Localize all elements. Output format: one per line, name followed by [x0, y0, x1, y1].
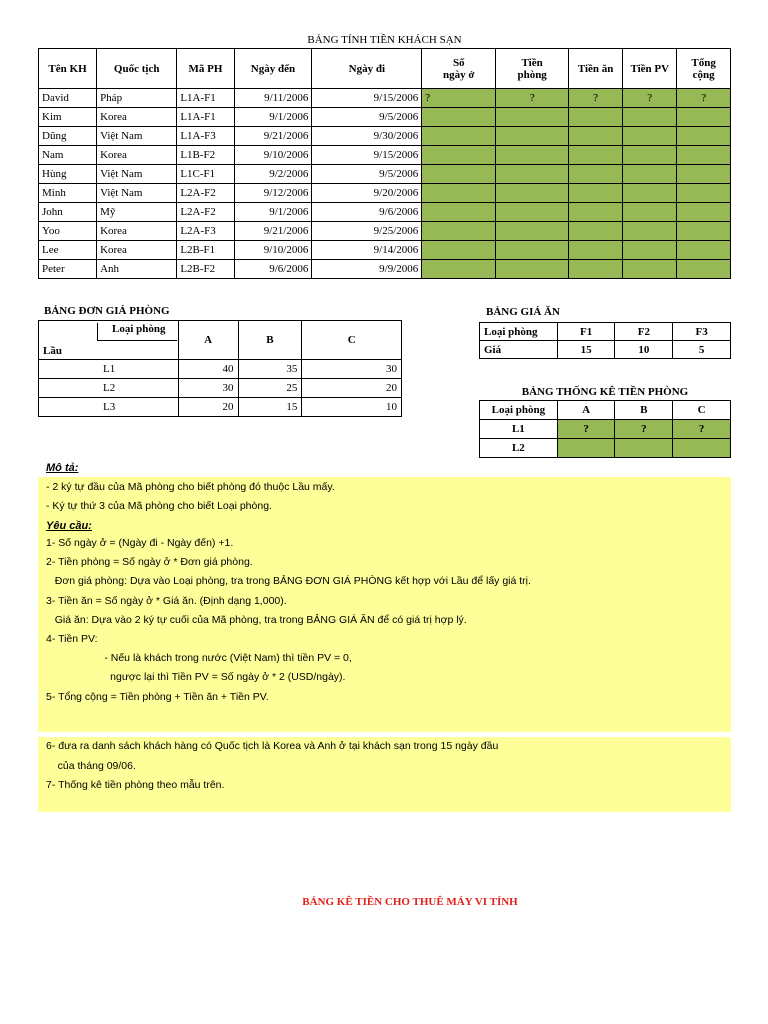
cell-tien-phong[interactable]: [496, 222, 569, 241]
mo-ta-heading: Mô tả:: [46, 462, 79, 474]
price-col-a: A: [178, 321, 238, 360]
cell-so-ngay-o[interactable]: [422, 260, 496, 279]
price-value: 20: [302, 379, 402, 398]
cell-so-ngay-o[interactable]: [422, 184, 496, 203]
description-line: 3- Tiền ăn = Số ngày ở * Giá ăn. (Định dạng 1,000).: [46, 594, 287, 607]
cell-check-in: 9/1/2006: [234, 203, 312, 222]
table-header-row: [39, 49, 731, 89]
cell-tien-pv[interactable]: [623, 146, 677, 165]
table-row: [39, 203, 731, 222]
main-title: BẢNG TÍNH TIỀN KHÁCH SẠN: [307, 34, 462, 46]
cell-name: Lee: [39, 241, 97, 260]
cell-name: Minh: [39, 184, 97, 203]
header-tien-phong: Tiền phòng: [496, 49, 569, 89]
corner-lau: Lầu: [43, 345, 62, 357]
cell-room: L1C-F1: [177, 165, 234, 184]
cell-tien-pv[interactable]: [623, 165, 677, 184]
cell-so-ngay-o[interactable]: [422, 241, 496, 260]
food-table-title: BẢNG GIÁ ĂN: [486, 306, 560, 318]
cell-tien-phong[interactable]: ?: [496, 89, 569, 108]
description-line: - Nếu là khách trong nước (Việt Nam) thì tiền PV = 0,: [46, 652, 352, 665]
cell-tien-phong[interactable]: [496, 108, 569, 127]
price-floor-label: L3: [39, 398, 179, 417]
cell-tien-phong[interactable]: [496, 184, 569, 203]
table-row: [39, 108, 731, 127]
table-row: [39, 127, 731, 146]
cell-tien-phong[interactable]: [496, 260, 569, 279]
cell-name: Nam: [39, 146, 97, 165]
stats-col-a: A: [557, 401, 615, 420]
price-value: 10: [302, 398, 402, 417]
cell-nation: Korea: [97, 222, 177, 241]
cell-tien-an[interactable]: [569, 184, 623, 203]
table-row: [39, 184, 731, 203]
price-header-row: [39, 321, 402, 360]
cell-room: L1A-F3: [177, 127, 234, 146]
stats-label-loai: Loại phòng: [480, 401, 558, 420]
cell-tong-cong[interactable]: [677, 146, 731, 165]
price-value: 30: [178, 379, 238, 398]
cell-so-ngay-o[interactable]: [422, 108, 496, 127]
food-f1: F1: [557, 323, 615, 341]
description-line: 2- Tiền phòng = Số ngày ở * Đơn giá phòng.: [46, 556, 253, 569]
table-row: [39, 89, 731, 108]
cell-nation: Việt Nam: [97, 165, 177, 184]
header-tong-cong: Tổng cộng: [677, 49, 731, 89]
table-row: [39, 146, 731, 165]
food-row-type: [480, 323, 731, 341]
stats-l1-b[interactable]: ?: [615, 420, 673, 439]
cell-tien-an[interactable]: [569, 127, 623, 146]
cell-room: L1A-F1: [177, 89, 234, 108]
cell-check-in: 9/10/2006: [234, 241, 312, 260]
cell-name: Peter: [39, 260, 97, 279]
cell-tien-pv[interactable]: [623, 241, 677, 260]
description-line: - 2 ký tự đầu của Mã phòng cho biết phòng đó thuộc Lầu mấy.: [46, 481, 335, 493]
cell-so-ngay-o[interactable]: [422, 165, 496, 184]
cell-check-in: 9/1/2006: [234, 108, 312, 127]
description-line: 4- Tiền PV:: [46, 632, 98, 645]
food-label-gia: Giá: [480, 341, 558, 359]
stats-l2-b[interactable]: [615, 439, 673, 458]
cell-tien-phong[interactable]: [496, 127, 569, 146]
food-price-f3: 5: [673, 341, 731, 359]
requirement-lines-2: [46, 740, 726, 799]
stats-col-b: B: [615, 401, 673, 420]
stats-l1-c[interactable]: ?: [673, 420, 731, 439]
price-value: 25: [238, 379, 302, 398]
description-line: 6- đưa ra danh sách khách hàng có Quốc tịch là Korea và Anh ở tại khách sạn trong 15 ngày đầu: [46, 740, 499, 752]
table-row: [39, 165, 731, 184]
cell-name: Dũng: [39, 127, 97, 146]
cell-tong-cong[interactable]: [677, 241, 731, 260]
cell-name: Yoo: [39, 222, 97, 241]
price-value: 20: [178, 398, 238, 417]
cell-tien-phong[interactable]: [496, 203, 569, 222]
stats-row-l2: [480, 439, 731, 458]
room-price-table: [38, 320, 402, 417]
cell-tong-cong[interactable]: ?: [677, 89, 731, 108]
cell-check-out: 9/15/2006: [312, 89, 422, 108]
stats-col-c: C: [673, 401, 731, 420]
description-line: ngược lại thì Tiền PV = Số ngày ở * 2 (USD/ngày).: [46, 671, 346, 684]
header-ngay-di: Ngày đi: [312, 49, 422, 89]
cell-so-ngay-o[interactable]: ?: [422, 89, 496, 108]
cell-tien-pv[interactable]: [623, 108, 677, 127]
cell-tien-pv[interactable]: [623, 203, 677, 222]
price-value: 30: [302, 360, 402, 379]
cell-tien-an[interactable]: [569, 260, 623, 279]
cell-check-in: 9/21/2006: [234, 127, 312, 146]
cell-room: L2A-F3: [177, 222, 234, 241]
cell-tien-an[interactable]: ?: [569, 89, 623, 108]
price-value: 15: [238, 398, 302, 417]
cell-tien-phong[interactable]: [496, 241, 569, 260]
stats-l2-a[interactable]: [557, 439, 615, 458]
cell-tien-pv[interactable]: [623, 184, 677, 203]
cell-check-out: 9/6/2006: [312, 203, 422, 222]
cell-check-out: 9/5/2006: [312, 108, 422, 127]
cell-check-in: 9/11/2006: [234, 89, 312, 108]
cell-tong-cong[interactable]: [677, 260, 731, 279]
cell-nation: Pháp: [97, 89, 177, 108]
price-floor-label: L2: [39, 379, 179, 398]
cell-so-ngay-o[interactable]: [422, 146, 496, 165]
cell-so-ngay-o[interactable]: [422, 203, 496, 222]
food-f3: F3: [673, 323, 731, 341]
cell-nation: Anh: [97, 260, 177, 279]
cell-tong-cong[interactable]: [677, 184, 731, 203]
cell-nation: Mỹ: [97, 203, 177, 222]
cell-nation: Việt Nam: [97, 184, 177, 203]
cell-tien-pv[interactable]: ?: [623, 89, 677, 108]
table-row: [39, 241, 731, 260]
cell-room: L1A-F1: [177, 108, 234, 127]
stats-header-row: [480, 401, 731, 420]
cell-room: L1B-F2: [177, 146, 234, 165]
cell-nation: Korea: [97, 108, 177, 127]
stats-l2-label: L2: [480, 439, 558, 458]
table-row: [39, 260, 731, 279]
cell-tien-an[interactable]: [569, 165, 623, 184]
cell-room: L2B-F1: [177, 241, 234, 260]
description-line: 7- Thống kê tiền phòng theo mẫu trên.: [46, 779, 225, 791]
price-value: 40: [178, 360, 238, 379]
cell-room: L2A-F2: [177, 184, 234, 203]
price-table-title: BẢNG ĐƠN GIÁ PHÒNG: [44, 305, 170, 317]
price-row: [39, 398, 402, 417]
cell-tien-an[interactable]: [569, 108, 623, 127]
cell-name: John: [39, 203, 97, 222]
cell-check-in: 9/21/2006: [234, 222, 312, 241]
cell-check-out: 9/25/2006: [312, 222, 422, 241]
cell-check-in: 9/10/2006: [234, 146, 312, 165]
cell-tong-cong[interactable]: [677, 203, 731, 222]
header-quoc-tich: Quốc tịch: [97, 49, 177, 89]
cell-nation: Việt Nam: [97, 127, 177, 146]
cell-so-ngay-o[interactable]: [422, 127, 496, 146]
cell-tong-cong[interactable]: [677, 165, 731, 184]
cell-check-out: 9/5/2006: [312, 165, 422, 184]
cell-name: Hùng: [39, 165, 97, 184]
description-line: - Ký tự thứ 3 của Mã phòng cho biết Loại phòng.: [46, 500, 272, 512]
description-lines: [46, 481, 726, 519]
price-corner-cell: [39, 321, 179, 360]
yeu-cau-heading: Yêu cầu:: [46, 520, 92, 532]
stats-l1-label: L1: [480, 420, 558, 439]
description-line: 5- Tổng cộng = Tiền phòng + Tiền ăn + Tiền PV.: [46, 690, 269, 703]
header-ma-ph: Mã PH: [177, 49, 234, 89]
cell-room: L2B-F2: [177, 260, 234, 279]
cell-check-out: 9/20/2006: [312, 184, 422, 203]
food-row-price: [480, 341, 731, 359]
cell-tien-pv[interactable]: [623, 127, 677, 146]
stats-l2-c[interactable]: [673, 439, 731, 458]
table-row: [39, 222, 731, 241]
cell-check-out: 9/9/2006: [312, 260, 422, 279]
price-col-c: C: [302, 321, 402, 360]
cell-check-in: 9/2/2006: [234, 165, 312, 184]
footer-title: BẢNG KÊ TIỀN CHO THUÊ MÁY VI TÍNH: [302, 896, 518, 908]
cell-nation: Korea: [97, 146, 177, 165]
cell-room: L2A-F2: [177, 203, 234, 222]
cell-tien-an[interactable]: [569, 241, 623, 260]
cell-tien-pv[interactable]: [623, 260, 677, 279]
cell-tien-an[interactable]: [569, 203, 623, 222]
header-ten-kh: Tên KH: [39, 49, 97, 89]
description-line: của tháng 09/06.: [46, 759, 136, 772]
food-price-table: [479, 322, 731, 359]
corner-loai-phong: Loại phòng: [97, 323, 177, 341]
cell-check-in: 9/6/2006: [234, 260, 312, 279]
cell-check-out: 9/15/2006: [312, 146, 422, 165]
cell-so-ngay-o[interactable]: [422, 222, 496, 241]
cell-tong-cong[interactable]: [677, 222, 731, 241]
cell-name: David: [39, 89, 97, 108]
price-row: [39, 379, 402, 398]
stats-table-title: BẢNG THỐNG KÊ TIỀN PHÒNG: [521, 386, 689, 398]
room-stats-table: [479, 400, 731, 458]
header-ngay-den: Ngày đến: [234, 49, 312, 89]
header-tien-pv: Tiền PV: [623, 49, 677, 89]
food-price-f2: 10: [615, 341, 673, 359]
stats-row-l1: [480, 420, 731, 439]
cell-tien-pv[interactable]: [623, 222, 677, 241]
description-line: Giá ăn: Dựa vào 2 ký tự cuối của Mã phòng, tra trong BẢNG GIÁ ĂN để có giá trị hợp lý.: [46, 613, 467, 626]
header-so-ngay-o: Số ngày ở: [422, 49, 496, 89]
cell-check-out: 9/30/2006: [312, 127, 422, 146]
cell-tong-cong[interactable]: [677, 108, 731, 127]
cell-tien-phong[interactable]: [496, 165, 569, 184]
cell-tien-an[interactable]: [569, 222, 623, 241]
cell-check-out: 9/14/2006: [312, 241, 422, 260]
hotel-bill-table: [38, 48, 731, 279]
price-row: [39, 360, 402, 379]
cell-tong-cong[interactable]: [677, 127, 731, 146]
food-price-f1: 15: [557, 341, 615, 359]
food-f2: F2: [615, 323, 673, 341]
price-value: 35: [238, 360, 302, 379]
cell-tien-an[interactable]: [569, 146, 623, 165]
description-line: 1- Số ngày ở = (Ngày đi - Ngày đến) +1.: [46, 537, 234, 549]
stats-l1-a[interactable]: ?: [557, 420, 615, 439]
header-tien-an: Tiền ăn: [569, 49, 623, 89]
description-line: Đơn giá phòng: Dựa vào Loại phòng, tra trong BẢNG ĐƠN GIÁ PHÒNG kết hợp với Lầu để lấy giá trị.: [46, 575, 531, 588]
food-label-loai: Loại phòng: [480, 323, 558, 341]
requirement-lines: [46, 537, 726, 710]
cell-check-in: 9/12/2006: [234, 184, 312, 203]
price-col-b: B: [238, 321, 302, 360]
cell-nation: Korea: [97, 241, 177, 260]
cell-name: Kim: [39, 108, 97, 127]
price-floor-label: L1: [39, 360, 179, 379]
cell-tien-phong[interactable]: [496, 146, 569, 165]
